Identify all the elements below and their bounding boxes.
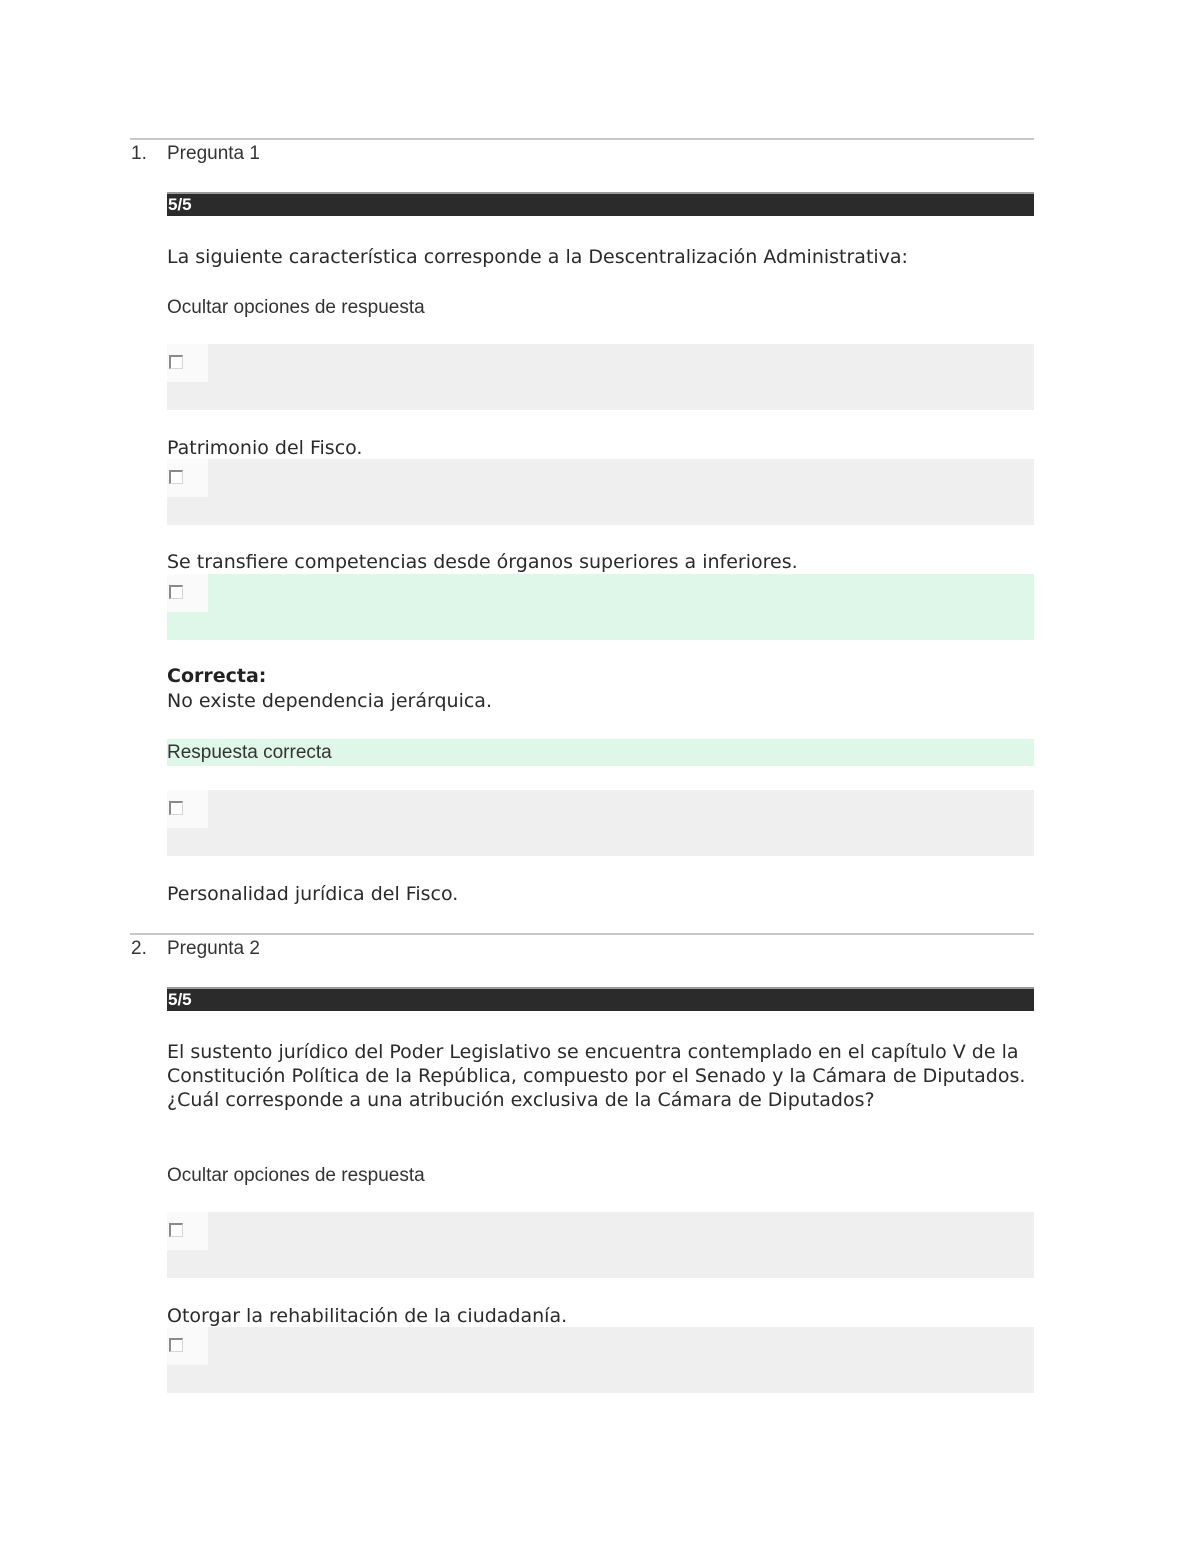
option-checkbox[interactable] xyxy=(169,801,183,815)
question-2-divider xyxy=(130,933,1034,935)
correct-answer-label: Correcta: xyxy=(167,665,267,687)
question-2-text: El sustento jurídico del Poder Legislativo se encuentra contemplado en el capítulo V de la Constitución Política de la República, compuesto por el Senado y la Cámara de Diputados. ¿Cuál corresponde a una atribución exclusiva de la Cámara de Diputados? xyxy=(167,1041,1026,1111)
question-1-number: 1. xyxy=(131,143,147,164)
question-1-score: 5/5 xyxy=(167,192,1034,216)
question-1-title: Pregunta 1 xyxy=(167,143,260,164)
question-2-option-1[interactable] xyxy=(167,1212,1034,1278)
question-2-title: Pregunta 2 xyxy=(167,938,260,959)
question-1-option-2-label: Se transfiere competencias desde órganos superiores a inferiores. xyxy=(167,551,798,573)
question-1-option-1-label: Patrimonio del Fisco. xyxy=(167,437,363,459)
question-1-option-4[interactable] xyxy=(167,790,1034,856)
question-1-option-3-label: No existe dependencia jerárquica. xyxy=(167,690,492,712)
option-checkbox[interactable] xyxy=(169,585,183,599)
question-1-feedback: Respuesta correcta xyxy=(167,739,1034,766)
question-1-option-1[interactable] xyxy=(167,344,1034,410)
question-2-hide-options-link[interactable]: Ocultar opciones de respuesta xyxy=(167,1165,425,1186)
question-1-option-2[interactable] xyxy=(167,459,1034,525)
question-2-option-1-label: Otorgar la rehabilitación de la ciudadanía. xyxy=(167,1305,568,1327)
option-checkbox[interactable] xyxy=(169,470,183,484)
option-checkbox[interactable] xyxy=(169,1338,183,1352)
option-checkbox[interactable] xyxy=(169,355,183,369)
question-2-score: 5/5 xyxy=(167,987,1034,1011)
question-1-text: La siguiente característica corresponde a la Descentralización Administrativa: xyxy=(167,246,908,268)
question-2-option-2[interactable] xyxy=(167,1327,1034,1393)
option-checkbox[interactable] xyxy=(169,1223,183,1237)
question-2-number: 2. xyxy=(131,938,147,959)
question-1-option-3-correct[interactable] xyxy=(167,574,1034,640)
question-1-option-4-label: Personalidad jurídica del Fisco. xyxy=(167,883,459,905)
question-1-divider xyxy=(130,138,1034,140)
question-1-hide-options-link[interactable]: Ocultar opciones de respuesta xyxy=(167,297,425,318)
